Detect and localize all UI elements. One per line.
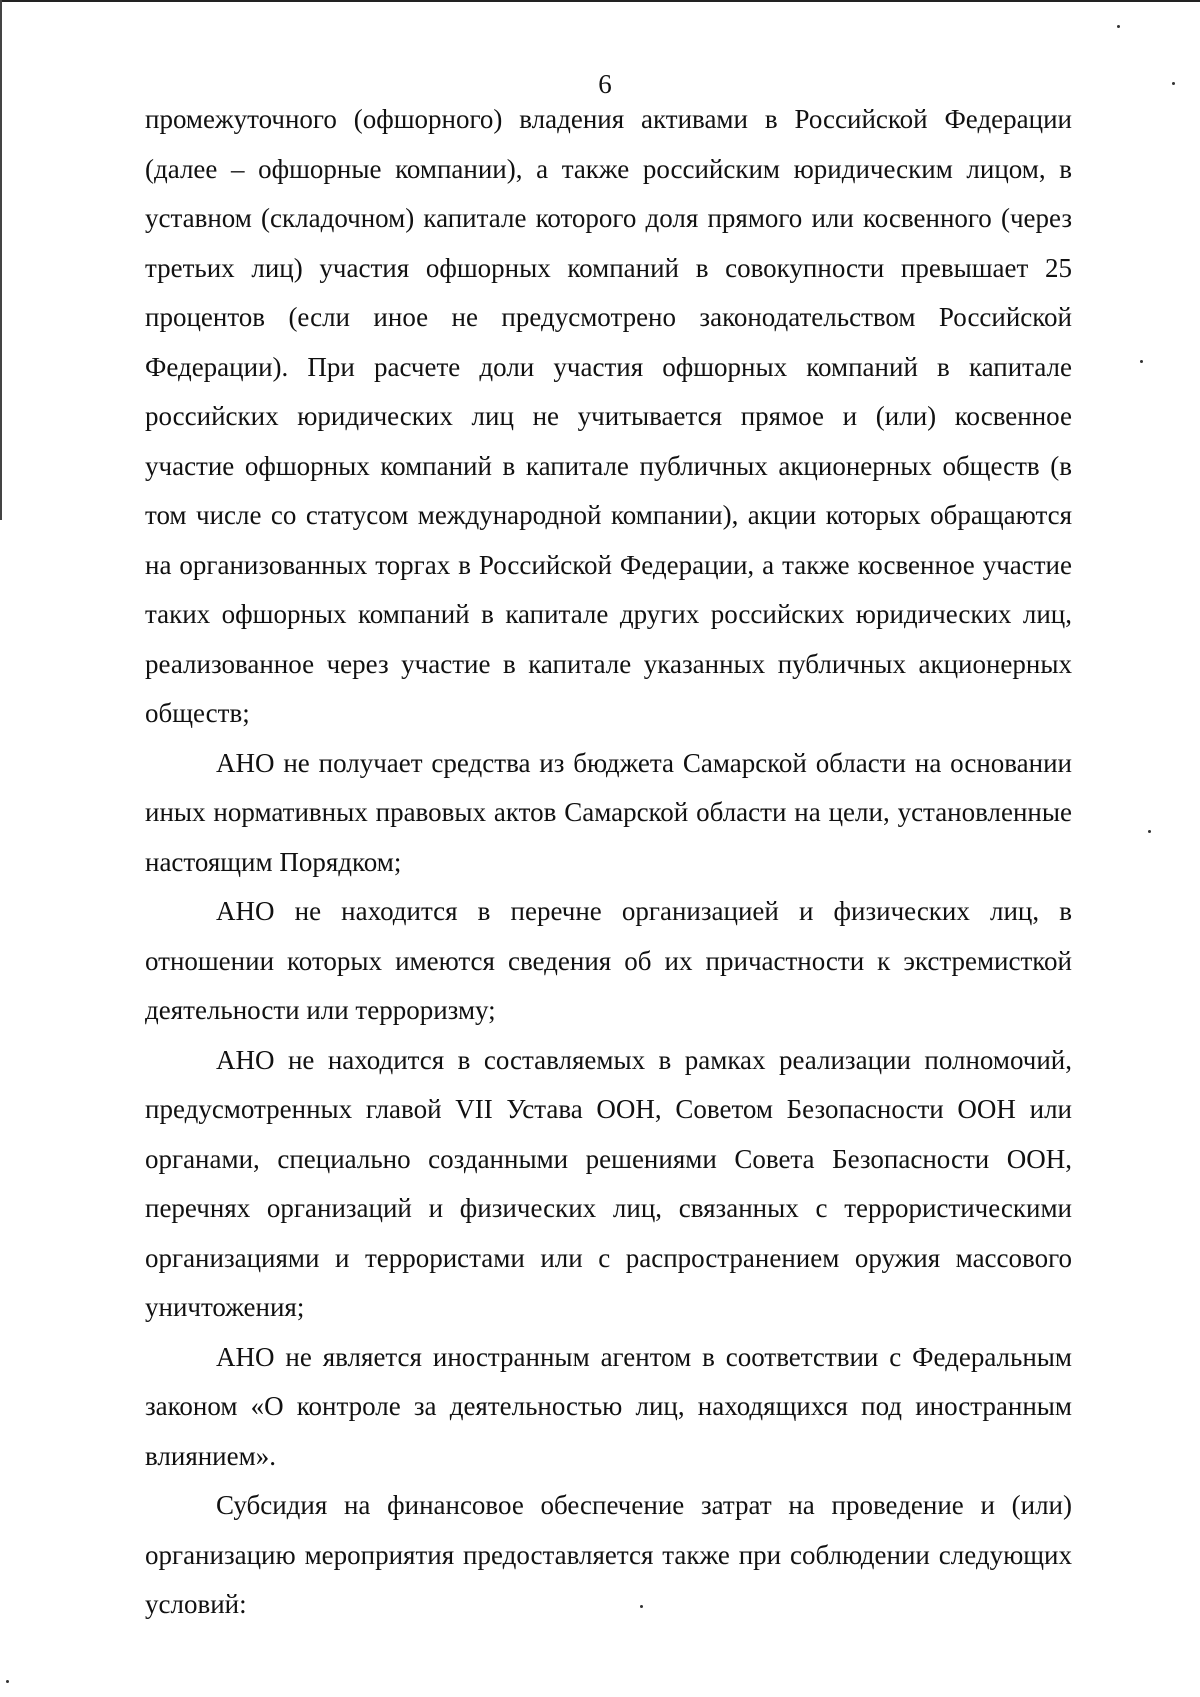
paragraph-subsidy-conditions: Субсидия на финансовое обеспечение затрат на проведение и (или) организацию мероприятия предоставляется также при соблюдении следующих условий:	[145, 1490, 1072, 1619]
scan-top-edge	[0, 0, 1200, 2]
document-body	[145, 95, 1072, 1630]
scan-speck	[1117, 25, 1120, 28]
paragraph-no-regional-budget-funds: АНО не получает средства из бюджета Самарской области на основании иных нормативных правовых актов Самарской области на цели, установленные настоящим Порядком;	[145, 747, 1072, 877]
page-number: 6	[598, 69, 612, 99]
paragraph-not-in-un-lists: АНО не находится в составляемых в рамках реализации полномочий, предусмотренных главой VII Устава ООН, Советом Безопасности ООН или органами, специально созданными решениями Совета Безопасности ООН, перечнях организаций и физических лиц, связанных с террористическими организациями и террористами или с распространением оружия массового уничтожения;	[145, 1044, 1072, 1322]
paragraph-offshore-companies: промежуточного (офшорного) владения активами в Российской Федерации (далее – офшорные компании), а также российским юридическим лицом, в уставном (складочном) капитале которого доля прямого или косвенного (через третьих лиц) участия офшорных компаний в совокупности превышает 25 процентов (если иное не предусмотрено законодательством Российской Федерации). При расчете доли участия офшорных компаний в капитале российских юридических лиц не учитывается прямое и (или) косвенное участие офшорных компаний в капитале публичных акционерных обществ (в том числе со статусом международной компании), акции которых обращаются на организованных торгах в Российской Федерации, а также косвенное участие таких офшорных компаний в капитале других российских юридических лиц, реализованное через участие в капитале указанных публичных акционерных обществ;	[145, 104, 1072, 728]
paragraph-not-in-extremism-list: АНО не находится в перечне организацией и физических лиц, в отношении которых имеются сведения об их причастности к экстремисткой деятельности или терроризму;	[145, 896, 1072, 1025]
scan-speck	[6, 1680, 9, 1683]
scan-speck	[1172, 82, 1175, 85]
scan-speck	[1148, 830, 1151, 833]
scan-speck	[640, 1605, 643, 1608]
paragraph-not-foreign-agent: АНО не является иностранным агентом в соответствии с Федеральным законом «О контроле за деятельностью лиц, находящихся под иностранным влиянием».	[145, 1341, 1072, 1471]
scan-speck	[1140, 360, 1143, 363]
